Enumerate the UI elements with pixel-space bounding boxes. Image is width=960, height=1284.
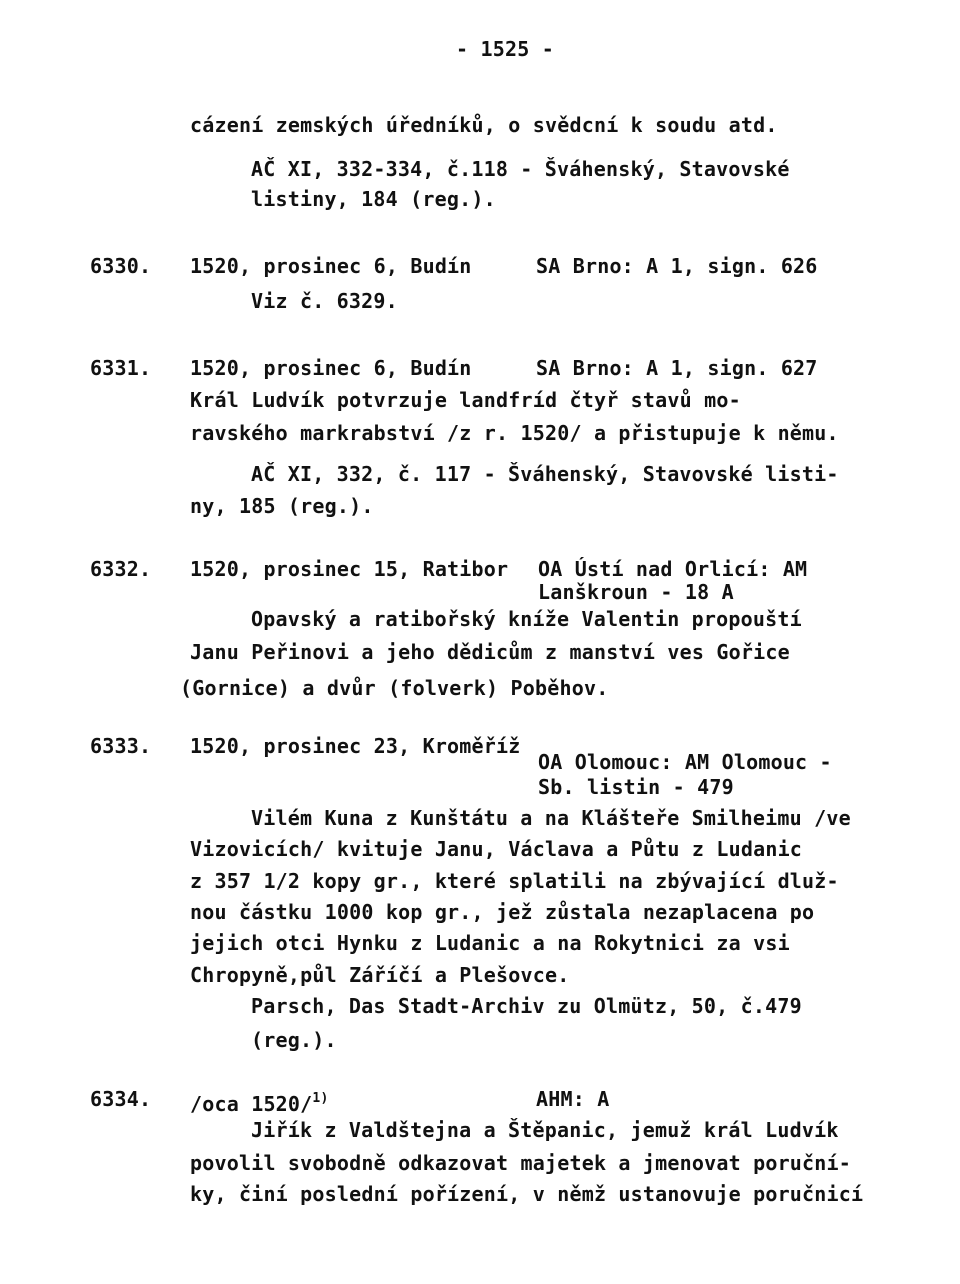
intro-text-line: cázení zemských úředníků, o svědcní k soudu atd. (190, 113, 778, 137)
entry-body-line: povolil svobodně odkazovat majetek a jmenovat poruční- (190, 1151, 852, 1175)
entry-archive: AHM: A (536, 1087, 610, 1111)
entry-archive: SA Brno: A 1, sign. 626 (536, 254, 818, 278)
entry-header (190, 1087, 328, 1116)
entry-body-line: Opavský a ratibořský kníže Valentin propouští (251, 607, 802, 631)
entry-body-line: Viz č. 6329. (251, 289, 398, 313)
entry-number: 6331. (90, 356, 152, 380)
entry-header: 1520, prosinec 6, Budín (190, 254, 472, 278)
entry-archive: SA Brno: A 1, sign. 627 (536, 356, 818, 380)
intro-source-line: AČ XI, 332-334, č.118 - Šváhenský, Stavovské (251, 157, 790, 181)
entry-source-line: (reg.). (251, 1028, 337, 1052)
entry-number: 6333. (90, 734, 152, 758)
entry-header-text: /oca 1520/ (190, 1092, 313, 1116)
entry-number: 6334. (90, 1087, 152, 1111)
entry-header: 1520, prosinec 23, Kroměříž (190, 734, 521, 758)
intro-source-line: listiny, 184 (reg.). (251, 187, 496, 211)
entry-archive-line: Sb. listin - 479 (538, 775, 734, 799)
entry-source-line: ny, 185 (reg.). (190, 494, 374, 518)
entry-body-line: Jiřík z Valdštejna a Štěpanic, jemuž král Ludvík (251, 1118, 839, 1142)
entry-archive-line: OA Ústí nad Orlicí: AM (538, 557, 808, 581)
entry-body-line: (Gornice) a dvůr (folverk) Poběhov. (180, 676, 609, 700)
entry-number: 6332. (90, 557, 152, 581)
entry-header: 1520, prosinec 6, Budín (190, 356, 472, 380)
footnote-marker: 1) (312, 1091, 329, 1106)
entry-body-line: z 357 1/2 kopy gr., které splatili na zbývající dluž- (190, 869, 839, 893)
entry-body-line: Chropyně,půl Záříčí a Plešovce. (190, 963, 570, 987)
entry-body-line: ky, činí poslední pořízení, v němž ustanovuje poručnicí (190, 1182, 864, 1206)
entry-body-line: Vilém Kuna z Kunštátu a na Klášteře Smilheimu /ve (251, 806, 851, 830)
entry-archive-line: Lanškroun - 18 A (538, 580, 734, 604)
entry-archive-line: OA Olomouc: AM Olomouc - (538, 750, 832, 774)
entry-body-line: Janu Peřinovi a jeho dědicům z manství ves Gořice (190, 640, 790, 664)
entry-body-line: jejich otci Hynku z Ludanic a na Rokytnici za vsi (190, 931, 790, 955)
entry-body-line: Vizovicích/ kvituje Janu, Václava a Půtu z Ludanic (190, 837, 803, 861)
entry-header: 1520, prosinec 15, Ratibor (190, 557, 509, 581)
entry-source-line: Parsch, Das Stadt-Archiv zu Olmütz, 50, č.479 (251, 994, 802, 1018)
entry-body-line: ravského markrabství /z r. 1520/ a přistupuje k němu. (190, 421, 839, 445)
entry-number: 6330. (90, 254, 152, 278)
entry-body-line: Král Ludvík potvrzuje landfríd čtyř stavů mo- (190, 388, 741, 412)
page-number: - 1525 - (456, 37, 554, 61)
entry-source-line: AČ XI, 332, č. 117 - Šváhenský, Stavovské listi- (251, 462, 839, 486)
entry-body-line: nou částku 1000 kop gr., jež zůstala nezaplacena po (190, 900, 815, 924)
